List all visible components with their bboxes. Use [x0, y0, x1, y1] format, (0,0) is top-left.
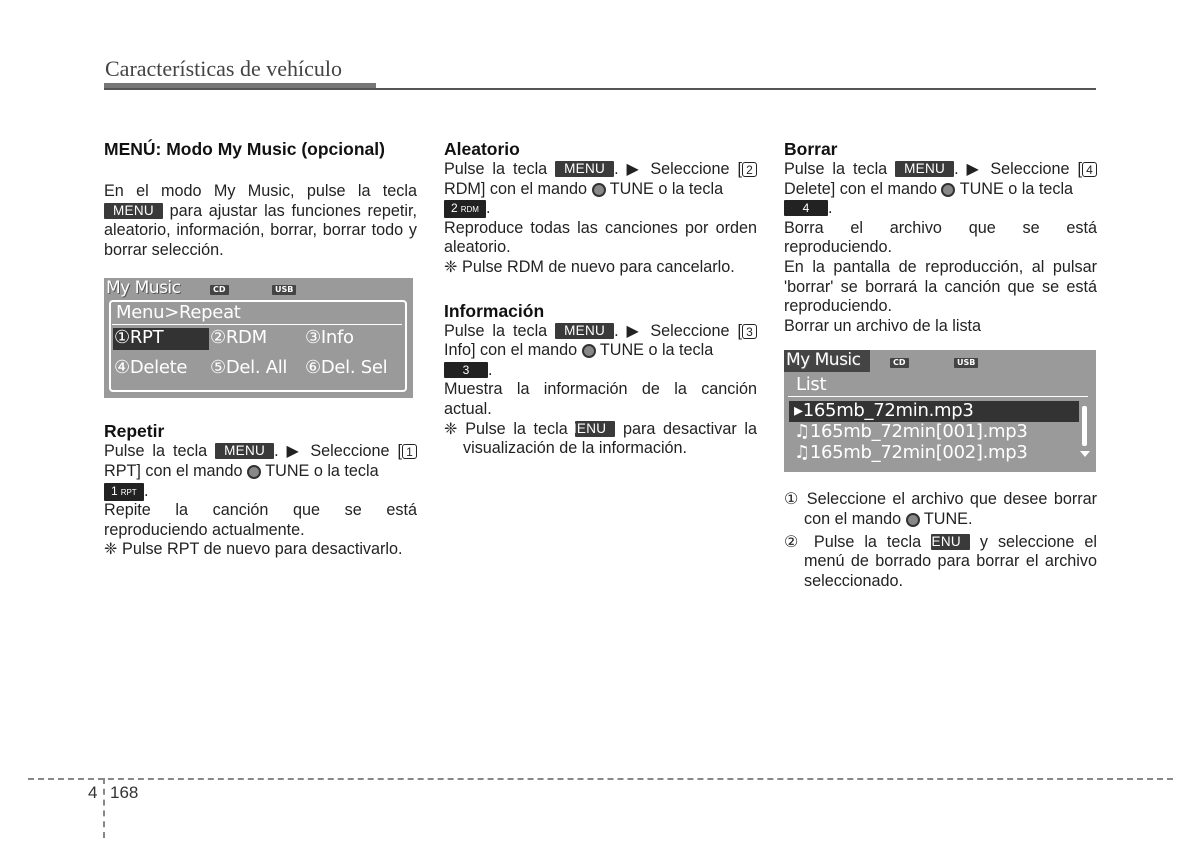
section-heading-aleatorio: Aleatorio [444, 139, 520, 159]
cd-chip: CD [890, 358, 909, 368]
circled-number: 4 [1082, 162, 1097, 177]
menu-item-rpt: ①RPT [114, 327, 164, 349]
tune-knob-icon [247, 465, 261, 479]
section-heading-repetir: Repetir [104, 421, 165, 442]
preset-key-2: 2 RDM [444, 200, 486, 218]
menu-key: MENU [931, 534, 970, 550]
menu-item-del-sel: ⑥Del. Sel [305, 357, 388, 379]
menu-key: MENU [575, 421, 615, 437]
screen-title: My Music [786, 350, 861, 371]
circled-number: 1 [402, 444, 417, 459]
menu-item-rdm: ②RDM [210, 327, 267, 349]
header-bar-thin [104, 88, 1096, 90]
scroll-down-icon [1080, 451, 1090, 457]
info-instructions: Pulse la tecla MENU . ▶ Seleccione [ 3Info] con el mando TUNE o la tecla 3 . [444, 322, 757, 381]
menu-key: MENU [555, 161, 614, 177]
column-2 [444, 138, 757, 459]
column-1 [104, 138, 417, 560]
page-header-title: Características de vehículo [105, 56, 343, 81]
menu-path: Menu>Repeat [116, 302, 241, 324]
display-screen-list [784, 350, 1096, 472]
step-1: ① Seleccione el archivo que desee borrar con el mando TUNE. [784, 490, 1097, 528]
file-item[interactable]: ♫165mb_72min[001].mp3 [794, 421, 1028, 443]
repetir-instructions: Pulse la tecla MENU . ▶ Seleccione [ 1RPT] con el mando TUNE o la tecla 1 RPT . [104, 442, 417, 501]
preset-key-4: 4 [784, 200, 828, 216]
menu-key: MENU [104, 203, 163, 219]
borrar-instructions: Pulse la tecla MENU . ▶ Seleccione [ 4Delete] con el mando TUNE o la tecla 4 . [784, 160, 1097, 219]
list-header: List [796, 374, 827, 396]
menu-key: MENU [215, 443, 274, 459]
aleatorio-instructions: Pulse la tecla MENU . ▶ Seleccione [ 2RDM] con el mando TUNE o la tecla 2 RDM . [444, 160, 757, 219]
aleatorio-description: Reproduce todas las canciones por orden aleatorio. [444, 218, 757, 257]
page-number: 168 [110, 783, 139, 802]
aleatorio-note: ❈ Pulse RDM de nuevo para cancelarlo. [444, 257, 735, 276]
file-item[interactable]: ♫165mb_72min[002].mp3 [794, 442, 1028, 464]
file-item[interactable]: ▸165mb_72min.mp3 [794, 400, 974, 422]
display-screen-repeat [104, 278, 413, 398]
menu-item-del-all: ⑤Del. All [210, 357, 288, 379]
menu-key: MENU [895, 161, 954, 177]
usb-chip: USB [954, 358, 978, 368]
chapter-number: 4 [88, 783, 98, 802]
intro-paragraph: En el modo My Music, pulse la tecla MENU para ajustar las funciones repetir, aleatorio, información, borrar, borrar todo y borrar selección. [104, 182, 417, 259]
info-note: ❈ Pulse la tecla MENU para desactivar la visualización de la información. [444, 419, 757, 458]
tune-knob-icon [941, 183, 955, 197]
usb-chip: USB [272, 285, 296, 295]
preset-key-3: 3 [444, 362, 488, 378]
cd-chip: CD [210, 285, 229, 295]
repetir-note: ❈ Pulse RPT de nuevo para desactivarlo. [104, 540, 403, 559]
tune-knob-icon [906, 513, 920, 527]
preset-key-1: 1 RPT [104, 483, 144, 501]
menu-key: MENU [555, 323, 614, 339]
step-2: ② Pulse la tecla MENU y seleccione el menú de borrado para borrar el archivo seleccionado. [784, 532, 1097, 590]
footer-divider [103, 778, 105, 838]
repetir-description: Repite la canción que se está reproduciendo actualmente. [104, 501, 417, 539]
menu-item-delete: ④Delete [114, 357, 188, 379]
info-description: Muestra la información de la canción actual. [444, 380, 757, 418]
circled-number: 2 [742, 162, 757, 177]
column-3 [784, 138, 1097, 591]
tune-knob-icon [582, 344, 596, 358]
tune-knob-icon [592, 183, 606, 197]
screen-title: My Music [106, 278, 181, 299]
menu-item-info: ③Info [305, 327, 354, 349]
borrar-detail: En la pantalla de reproducción, al pulsar 'borrar' se borrará la canción que se está reproduciendo. [784, 257, 1097, 316]
borrar-description: Borra el archivo que se está reproduciendo. [784, 218, 1097, 257]
footer-line [28, 778, 1173, 780]
circled-number: 3 [742, 324, 757, 339]
section-heading-borrar: Borrar [784, 139, 838, 159]
section-heading-informacion: Información [444, 300, 545, 321]
section-heading-menu: MENÚ: Modo My Music (opcional) [104, 139, 385, 159]
borrar-list-caption: Borrar un archivo de la lista [784, 316, 982, 335]
scrollbar[interactable] [1082, 406, 1087, 446]
